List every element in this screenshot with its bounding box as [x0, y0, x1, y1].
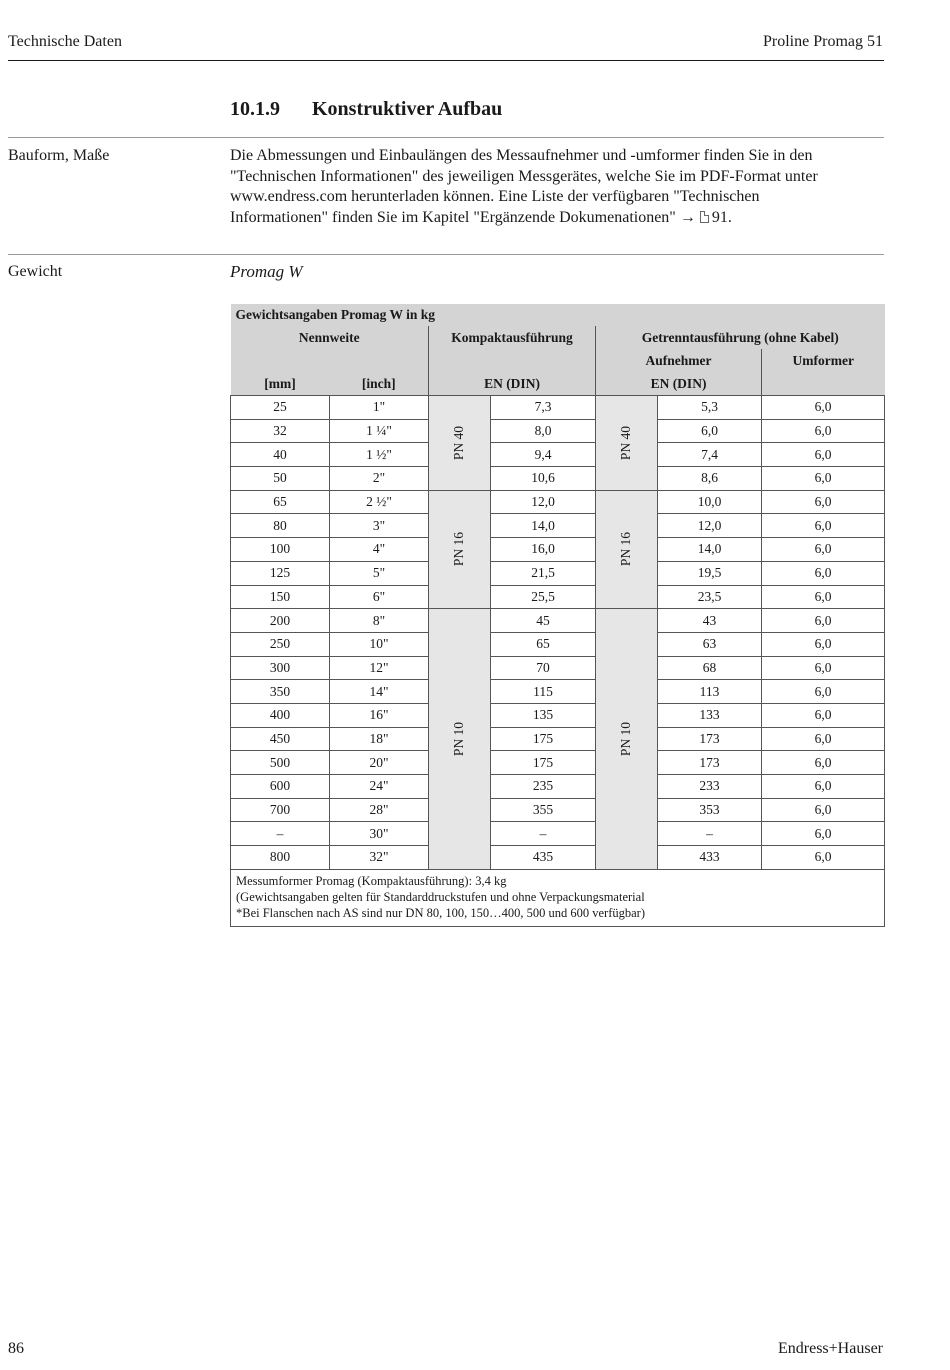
cell-kompakt: 10,6 — [491, 467, 596, 491]
weights-table — [230, 304, 885, 927]
table-notes — [231, 869, 885, 926]
cell-mm: 400 — [231, 703, 330, 727]
document-page-icon — [700, 211, 709, 223]
cell-aufnehmer: 113 — [658, 680, 762, 704]
cell-aufnehmer: 43 — [658, 609, 762, 633]
cell-kompakt: 9,4 — [491, 443, 596, 467]
running-header-chapter: Technische Daten — [8, 33, 122, 50]
table-row — [231, 775, 885, 799]
table-row — [231, 727, 885, 751]
table-note: Messumformer Promag (Kompaktausführung): 3,4 kg — [236, 873, 507, 888]
cell-mm: 600 — [231, 775, 330, 799]
cell-kompakt: 12,0 — [491, 490, 596, 514]
cell-aufnehmer: 23,5 — [658, 585, 762, 609]
cell-umformer: 6,0 — [762, 467, 885, 491]
cell-aufnehmer: 63 — [658, 632, 762, 656]
pn-group-kompakt — [429, 490, 491, 608]
cell-kompakt: 7,3 — [491, 396, 596, 420]
cell-umformer: 6,0 — [762, 751, 885, 775]
pn-label: PN 40 — [618, 425, 634, 460]
cell-mm: 800 — [231, 846, 330, 870]
cell-kompakt: 175 — [491, 727, 596, 751]
cell-kompakt: 135 — [491, 703, 596, 727]
cell-inch: 12" — [330, 656, 429, 680]
cell-inch: 8" — [330, 609, 429, 633]
pn-group-getrennt — [596, 490, 658, 608]
cell-umformer: 6,0 — [762, 798, 885, 822]
table-row — [231, 538, 885, 562]
section-rule — [8, 254, 884, 255]
cell-aufnehmer: 10,0 — [658, 490, 762, 514]
table-row — [231, 490, 885, 514]
cell-inch: 1 ½" — [330, 443, 429, 467]
cell-inch: 18" — [330, 727, 429, 751]
cell-mm: 150 — [231, 585, 330, 609]
cell-inch: 14" — [330, 680, 429, 704]
cell-mm: 125 — [231, 561, 330, 585]
cell-mm: 700 — [231, 798, 330, 822]
section-number: 10.1.9 — [230, 98, 280, 120]
cell-inch: 6" — [330, 585, 429, 609]
table-row — [231, 443, 885, 467]
cell-mm: 450 — [231, 727, 330, 751]
cell-inch: 1" — [330, 396, 429, 420]
table-title: Gewichtsangaben Promag W in kg — [231, 304, 885, 326]
cell-umformer: 6,0 — [762, 514, 885, 538]
side-label-gewicht: Gewicht — [8, 263, 63, 280]
cell-inch: 4" — [330, 538, 429, 562]
header-en-kompakt: EN (DIN) — [429, 372, 596, 396]
cell-mm: 80 — [231, 514, 330, 538]
cell-mm: 25 — [231, 396, 330, 420]
cell-mm: 32 — [231, 419, 330, 443]
cell-kompakt: 25,5 — [491, 585, 596, 609]
cell-mm: 350 — [231, 680, 330, 704]
header-en-getrennt: EN (DIN) — [596, 372, 762, 396]
pn-group-kompakt — [429, 396, 491, 491]
table-row — [231, 561, 885, 585]
cell-aufnehmer: 233 — [658, 775, 762, 799]
cell-mm: 500 — [231, 751, 330, 775]
cell-inch: 28" — [330, 798, 429, 822]
cell-kompakt: 45 — [491, 609, 596, 633]
table-row — [231, 632, 885, 656]
cell-umformer: 6,0 — [762, 396, 885, 420]
cell-aufnehmer: 14,0 — [658, 538, 762, 562]
cell-kompakt: – — [491, 822, 596, 846]
cell-inch: 2 ½" — [330, 490, 429, 514]
table-note: (Gewichtsangaben gelten für Standarddruckstufen und ohne Verpackungsmaterial — [236, 889, 645, 904]
cell-aufnehmer: 353 — [658, 798, 762, 822]
table-row — [231, 751, 885, 775]
cell-umformer: 6,0 — [762, 680, 885, 704]
cell-mm: 250 — [231, 632, 330, 656]
pn-label: PN 10 — [618, 721, 634, 757]
pn-group-kompakt — [429, 609, 491, 870]
cell-mm: 100 — [231, 538, 330, 562]
cell-kompakt: 16,0 — [491, 538, 596, 562]
cell-aufnehmer: 8,6 — [658, 467, 762, 491]
table-row — [231, 514, 885, 538]
cell-umformer: 6,0 — [762, 443, 885, 467]
cell-umformer: 6,0 — [762, 846, 885, 870]
cell-aufnehmer: 7,4 — [658, 443, 762, 467]
header-mm: [mm] — [231, 372, 330, 396]
cell-inch: 3" — [330, 514, 429, 538]
cell-mm: – — [231, 822, 330, 846]
cell-inch: 2" — [330, 467, 429, 491]
cell-umformer: 6,0 — [762, 490, 885, 514]
cell-kompakt: 70 — [491, 656, 596, 680]
header-kompakt: Kompaktausführung — [429, 326, 596, 349]
cell-kompakt: 21,5 — [491, 561, 596, 585]
brand-name: Endress+Hauser — [778, 1340, 883, 1357]
cell-umformer: 6,0 — [762, 727, 885, 751]
header-rule — [8, 60, 884, 61]
cell-umformer: 6,0 — [762, 703, 885, 727]
cell-aufnehmer: 6,0 — [658, 419, 762, 443]
cell-inch: 24" — [330, 775, 429, 799]
subsection-title: Promag W — [230, 262, 303, 281]
page-reference[interactable]: 91. — [711, 208, 732, 226]
pn-label: PN 40 — [451, 425, 467, 460]
side-label-bauform: Bauform, Maße — [8, 147, 110, 164]
cell-mm: 200 — [231, 609, 330, 633]
cell-inch: 30" — [330, 822, 429, 846]
cell-kompakt: 8,0 — [491, 419, 596, 443]
table-body — [231, 396, 885, 870]
table-row — [231, 798, 885, 822]
running-header-product: Proline Promag 51 — [763, 33, 883, 50]
pn-group-getrennt — [596, 609, 658, 870]
cell-umformer: 6,0 — [762, 585, 885, 609]
table-row — [231, 703, 885, 727]
cell-inch: 20" — [330, 751, 429, 775]
table-row — [231, 396, 885, 420]
pn-label: PN 10 — [451, 721, 467, 757]
table-row — [231, 419, 885, 443]
cell-kompakt: 14,0 — [491, 514, 596, 538]
header-nennweite: Nennweite — [231, 326, 429, 349]
bauform-text: Die Abmessungen und Einbaulängen des Messaufnehmer und -umformer finden Sie in den "Technischen Informationen" des jeweiligen Messgerätes, welche Sie im PDF-Format unter www.endress.com herunterladen können. Eine Liste der verfügbaren "Technischen Informationen" finden Sie im Kapitel "Ergänzende Dokumenationen" → — [230, 147, 818, 226]
cell-kompakt: 435 — [491, 846, 596, 870]
header-aufnehmer: Aufnehmer — [596, 349, 762, 372]
cell-umformer: 6,0 — [762, 822, 885, 846]
pn-label: PN 16 — [618, 532, 634, 567]
page-number: 86 — [8, 1340, 24, 1357]
cell-umformer: 6,0 — [762, 419, 885, 443]
cell-aufnehmer: 133 — [658, 703, 762, 727]
cell-umformer: 6,0 — [762, 656, 885, 680]
cell-umformer: 6,0 — [762, 561, 885, 585]
cell-umformer: 6,0 — [762, 775, 885, 799]
table-row — [231, 585, 885, 609]
cell-aufnehmer: 12,0 — [658, 514, 762, 538]
table-row — [231, 467, 885, 491]
header-inch: [inch] — [330, 372, 429, 396]
section-rule — [8, 137, 884, 138]
bauform-paragraph — [230, 146, 840, 228]
cell-aufnehmer: 433 — [658, 846, 762, 870]
table-row — [231, 680, 885, 704]
cell-aufnehmer: – — [658, 822, 762, 846]
cell-inch: 1 ¼" — [330, 419, 429, 443]
cell-mm: 50 — [231, 467, 330, 491]
table-note: *Bei Flanschen nach AS sind nur DN 80, 100, 150…400, 500 und 600 verfügbar) — [236, 905, 645, 920]
table-row — [231, 609, 885, 633]
cell-kompakt: 175 — [491, 751, 596, 775]
cell-aufnehmer: 173 — [658, 751, 762, 775]
cell-inch: 32" — [330, 846, 429, 870]
cell-aufnehmer: 5,3 — [658, 396, 762, 420]
cell-inch: 10" — [330, 632, 429, 656]
cell-kompakt: 65 — [491, 632, 596, 656]
cell-aufnehmer: 173 — [658, 727, 762, 751]
table-row — [231, 656, 885, 680]
cell-inch: 5" — [330, 561, 429, 585]
cell-mm: 40 — [231, 443, 330, 467]
pn-label: PN 16 — [451, 532, 467, 567]
cell-umformer: 6,0 — [762, 632, 885, 656]
cell-kompakt: 235 — [491, 775, 596, 799]
table-row — [231, 822, 885, 846]
cell-mm: 65 — [231, 490, 330, 514]
section-title — [230, 98, 502, 121]
header-umformer: Umformer — [762, 349, 885, 372]
cell-umformer: 6,0 — [762, 538, 885, 562]
header-getrennt: Getrenntausführung (ohne Kabel) — [596, 326, 885, 349]
section-title-text: Konstruktiver Aufbau — [312, 98, 503, 120]
cell-umformer: 6,0 — [762, 609, 885, 633]
cell-aufnehmer: 68 — [658, 656, 762, 680]
cell-kompakt: 355 — [491, 798, 596, 822]
table-row — [231, 846, 885, 870]
pn-group-getrennt — [596, 396, 658, 491]
cell-kompakt: 115 — [491, 680, 596, 704]
cell-mm: 300 — [231, 656, 330, 680]
cell-inch: 16" — [330, 703, 429, 727]
cell-aufnehmer: 19,5 — [658, 561, 762, 585]
